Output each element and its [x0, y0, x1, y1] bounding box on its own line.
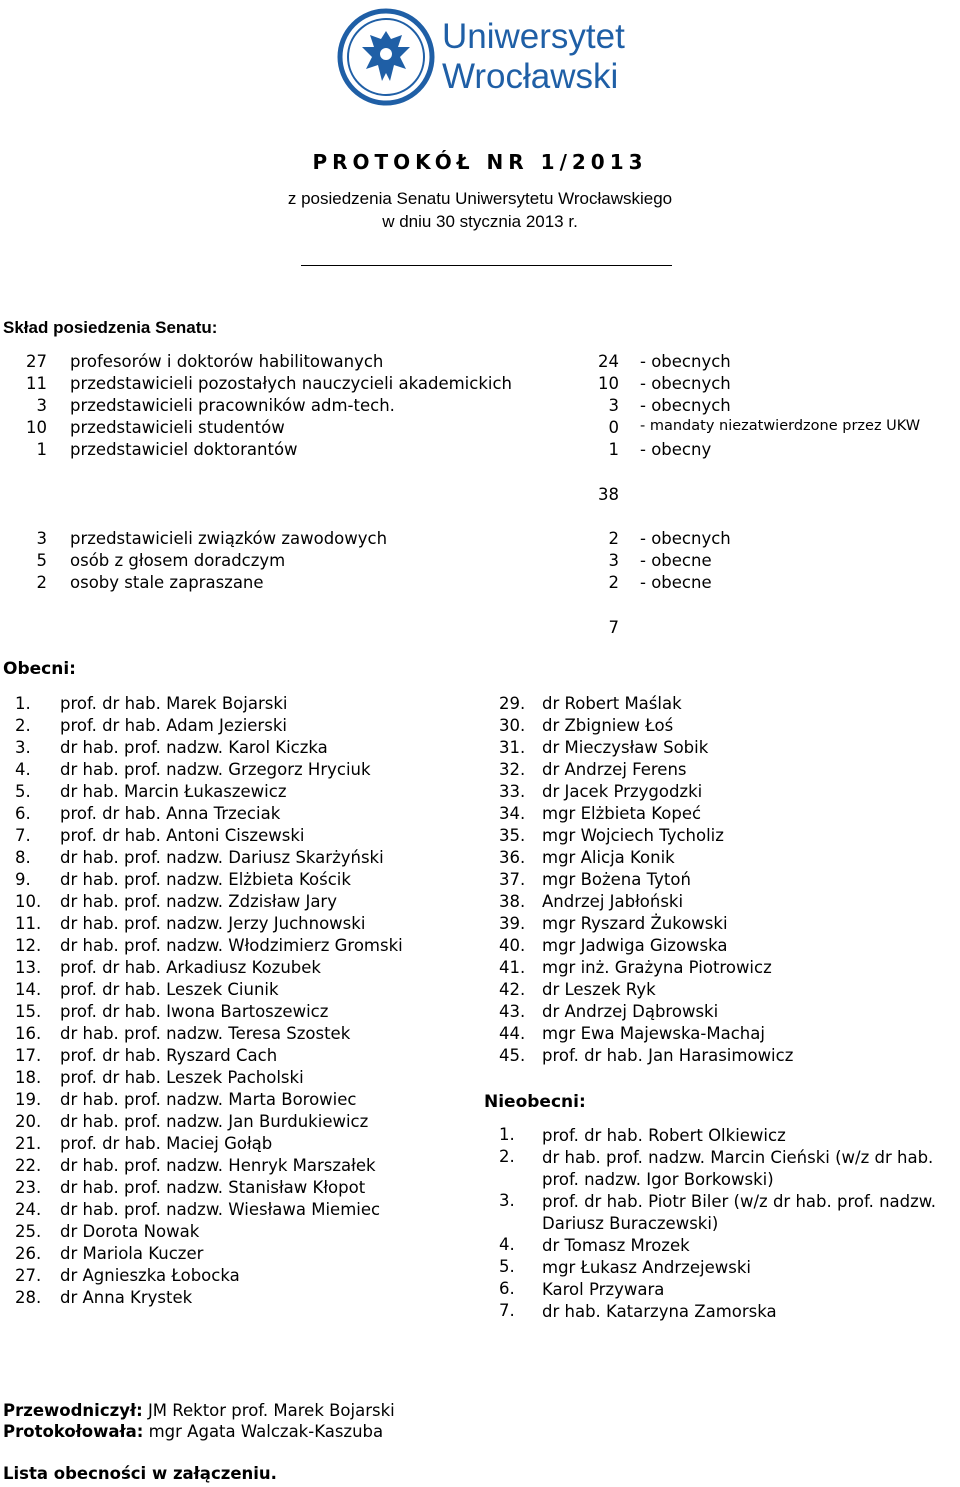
item-number: 6.: [15, 804, 31, 823]
person-name: prof. dr hab. Antoni Ciszewski: [60, 826, 305, 845]
person-name: prof. dr hab. Jan Harasimowicz: [542, 1046, 794, 1065]
person-name: prof. dr hab. Marek Bojarski: [60, 694, 288, 713]
member-count: 3: [36, 529, 47, 548]
person-name: prof. dr hab. Iwona Bartoszewicz: [60, 1002, 329, 1021]
composition-row: [0, 374, 960, 396]
person-name: dr hab. prof. nadzw. Henryk Marszałek: [60, 1156, 376, 1175]
item-number: 27.: [15, 1266, 42, 1285]
item-number: 6.: [499, 1279, 515, 1298]
present-count: 10: [598, 374, 619, 393]
present-desc: - obecny: [640, 440, 712, 459]
item-number: 4.: [15, 760, 31, 779]
item-number: 22.: [15, 1156, 42, 1175]
present-desc: - mandaty niezatwierdzone przez UKW: [640, 418, 921, 434]
item-number: 12.: [15, 936, 42, 955]
chair-line: [3, 1401, 395, 1420]
present-desc: - obecnych: [640, 396, 731, 415]
item-number: 8.: [15, 848, 31, 867]
member-group: przedstawiciel doktorantów: [70, 440, 298, 459]
item-number: 44.: [499, 1024, 526, 1043]
item-number: 31.: [499, 738, 526, 757]
subtotal-senate: 38: [598, 485, 619, 504]
item-number: 7.: [15, 826, 31, 845]
item-number: 34.: [499, 804, 526, 823]
item-number: 11.: [15, 914, 42, 933]
person-name: dr hab. prof. nadzw. Teresa Szostek: [60, 1024, 351, 1043]
person-name: dr hab. prof. nadzw. Zdzisław Jary: [60, 892, 337, 911]
item-number: 4.: [499, 1235, 515, 1254]
composition-row: [0, 440, 960, 462]
list-item: [499, 1235, 942, 1257]
composition-row: [0, 352, 960, 374]
subtitle-line-1: z posiedzenia Senatu Uniwersytetu Wrocławskiego: [287, 189, 673, 208]
minutes-label: Protokołowała:: [3, 1422, 144, 1441]
list-item: [499, 1257, 942, 1279]
person-name: prof. dr hab. Adam Jezierski: [60, 716, 287, 735]
person-name: mgr Wojciech Tycholiz: [542, 826, 724, 845]
person-name: dr Andrzej Ferens: [542, 760, 687, 779]
person-name: dr Leszek Ryk: [542, 980, 656, 999]
composition-heading: Skład posiedzenia Senatu:: [3, 318, 218, 337]
item-number: 24.: [15, 1200, 42, 1219]
item-number: 5.: [15, 782, 31, 801]
item-number: 35.: [499, 826, 526, 845]
list-item: [499, 1125, 942, 1147]
present-desc: - obecnych: [640, 374, 731, 393]
person-name: dr Robert Maślak: [542, 694, 682, 713]
item-number: 29.: [499, 694, 526, 713]
person-name: dr hab. Marcin Łukaszewicz: [60, 782, 287, 801]
present-count: 24: [598, 352, 619, 371]
minutes-line: [3, 1422, 383, 1441]
item-number: 17.: [15, 1046, 42, 1065]
item-number: 26.: [15, 1244, 42, 1263]
item-number: 37.: [499, 870, 526, 889]
title-divider: [301, 265, 672, 266]
item-number: 5.: [499, 1257, 515, 1276]
present-desc: - obecne: [640, 551, 712, 570]
member-count: 2: [36, 573, 47, 592]
item-number: 2.: [499, 1147, 515, 1166]
minutes-value: mgr Agata Walczak-Kaszuba: [148, 1422, 384, 1441]
document-title: PROTOKÓŁ NR 1/2013: [312, 150, 648, 174]
person-name: dr hab. prof. nadzw. Wiesława Miemiec: [60, 1200, 381, 1219]
composition-row: [0, 418, 960, 440]
person-name: prof. dr hab. Leszek Pacholski: [60, 1068, 304, 1087]
list-item: [499, 1191, 942, 1235]
logo-line-1: Uniwersytet: [442, 17, 625, 56]
person-name: mgr Alicja Konik: [542, 848, 675, 867]
present-desc: - obecnych: [640, 529, 731, 548]
item-number: 10.: [15, 892, 42, 911]
person-name: dr hab. prof. nadzw. Jerzy Juchnowski: [60, 914, 366, 933]
person-name: dr hab. prof. nadzw. Dariusz Skarżyński: [60, 848, 384, 867]
person-name: dr Mariola Kuczer: [60, 1244, 204, 1263]
person-name: mgr Elżbieta Kopeć: [542, 804, 702, 823]
person-name: dr Anna Krystek: [60, 1288, 193, 1307]
composition-row: [0, 529, 960, 551]
person-name: prof. dr hab. Maciej Gołąb: [60, 1134, 273, 1153]
composition-row: [0, 396, 960, 418]
absent-list: [499, 1125, 942, 1323]
member-group: osoby stale zapraszane: [70, 573, 264, 592]
item-number: 3.: [15, 738, 31, 757]
person-name: mgr Ryszard Żukowski: [542, 914, 728, 933]
item-number: 30.: [499, 716, 526, 735]
person-name: dr hab. Katarzyna Zamorska: [542, 1302, 777, 1321]
person-name: dr hab. prof. nadzw. Stanisław Kłopot: [60, 1178, 366, 1197]
item-number: 19.: [15, 1090, 42, 1109]
person-name: prof. dr hab. Robert Olkiewicz: [542, 1126, 786, 1145]
present-count: 3: [608, 551, 619, 570]
person-name: dr hab. prof. nadzw. Karol Kiczka: [60, 738, 328, 757]
logo-line-2: Wrocławski: [442, 57, 619, 96]
attachment-note: Lista obecności w załączeniu.: [3, 1464, 277, 1483]
member-group: przedstawicieli związków zawodowych: [70, 529, 388, 548]
item-number: 42.: [499, 980, 526, 999]
item-number: 13.: [15, 958, 42, 977]
subtotal-other: 7: [608, 618, 619, 637]
person-name: mgr inż. Grażyna Piotrowicz: [542, 958, 772, 977]
person-name: dr Zbigniew Łoś: [542, 716, 674, 735]
list-item: [499, 1147, 942, 1191]
person-name: dr Andrzej Dąbrowski: [542, 1002, 719, 1021]
item-number: 2.: [15, 716, 31, 735]
person-name: prof. dr hab. Piotr Biler (w/z dr hab. prof. nadzw. Dariusz Buraczewski): [542, 1192, 937, 1233]
person-name: dr hab. prof. nadzw. Grzegorz Hryciuk: [60, 760, 371, 779]
item-number: 38.: [499, 892, 526, 911]
present-count: 3: [608, 396, 619, 415]
present-count: 1: [608, 440, 619, 459]
person-name: Karol Przywara: [542, 1280, 665, 1299]
person-name: dr Jacek Przygodzki: [542, 782, 703, 801]
item-number: 20.: [15, 1112, 42, 1131]
person-name: dr Mieczysław Sobik: [542, 738, 709, 757]
person-name: prof. dr hab. Anna Trzeciak: [60, 804, 281, 823]
chair-label: Przewodniczył:: [3, 1401, 143, 1420]
person-name: dr Agnieszka Łobocka: [60, 1266, 240, 1285]
subtitle-line-2: w dniu 30 stycznia 2013 r.: [382, 212, 578, 231]
item-number: 43.: [499, 1002, 526, 1021]
item-number: 28.: [15, 1288, 42, 1307]
person-name: mgr Ewa Majewska-Machaj: [542, 1024, 765, 1043]
item-number: 41.: [499, 958, 526, 977]
person-name: dr Dorota Nowak: [60, 1222, 200, 1241]
item-number: 14.: [15, 980, 42, 999]
member-group: osób z głosem doradczym: [70, 551, 286, 570]
member-group: przedstawicieli pracowników adm-tech.: [70, 396, 395, 415]
item-number: 32.: [499, 760, 526, 779]
member-count: 11: [26, 374, 47, 393]
present-count: 2: [608, 573, 619, 592]
present-desc: - obecnych: [640, 352, 731, 371]
member-group: profesorów i doktorów habilitowanych: [70, 352, 384, 371]
person-name: dr hab. prof. nadzw. Jan Burdukiewicz: [60, 1112, 369, 1131]
person-name: dr hab. prof. nadzw. Elżbieta Kościk: [60, 870, 351, 889]
item-number: 21.: [15, 1134, 42, 1153]
member-group: przedstawicieli pozostałych nauczycieli akademickich: [70, 374, 513, 393]
composition-row: [0, 551, 960, 573]
member-count: 5: [36, 551, 47, 570]
item-number: 7.: [499, 1301, 515, 1320]
person-name: prof. dr hab. Ryszard Cach: [60, 1046, 278, 1065]
composition-row: [0, 573, 960, 595]
university-logo: [336, 7, 636, 107]
person-name: mgr Łukasz Andrzejewski: [542, 1258, 751, 1277]
member-count: 3: [36, 396, 47, 415]
person-name: dr Tomasz Mrozek: [542, 1236, 690, 1255]
member-count: 27: [26, 352, 47, 371]
present-count: 2: [608, 529, 619, 548]
member-count: 10: [26, 418, 47, 437]
person-name: Andrzej Jabłoński: [542, 892, 684, 911]
item-number: 40.: [499, 936, 526, 955]
item-number: 39.: [499, 914, 526, 933]
person-name: mgr Bożena Tytoń: [542, 870, 691, 889]
present-heading: Obecni:: [3, 659, 76, 679]
person-name: dr hab. prof. nadzw. Marcin Cieński (w/z dr hab. prof. nadzw. Igor Borkowski): [542, 1148, 934, 1189]
item-number: 23.: [15, 1178, 42, 1197]
item-number: 9.: [15, 870, 31, 889]
item-number: 36.: [499, 848, 526, 867]
member-count: 1: [36, 440, 47, 459]
item-number: 33.: [499, 782, 526, 801]
person-name: dr hab. prof. nadzw. Włodzimierz Gromski: [60, 936, 403, 955]
item-number: 15.: [15, 1002, 42, 1021]
list-item: [499, 1279, 942, 1301]
person-name: prof. dr hab. Leszek Ciunik: [60, 980, 279, 999]
item-number: 1.: [499, 1125, 515, 1144]
present-count: 0: [608, 418, 619, 437]
person-name: dr hab. prof. nadzw. Marta Borowiec: [60, 1090, 357, 1109]
eagle-emblem-icon: [336, 7, 436, 107]
item-number: 16.: [15, 1024, 42, 1043]
person-name: prof. dr hab. Arkadiusz Kozubek: [60, 958, 321, 977]
item-number: 1.: [15, 694, 31, 713]
item-number: 3.: [499, 1191, 515, 1210]
item-number: 25.: [15, 1222, 42, 1241]
present-desc: - obecne: [640, 573, 712, 592]
person-name: mgr Jadwiga Gizowska: [542, 936, 728, 955]
chair-value: JM Rektor prof. Marek Bojarski: [147, 1401, 395, 1420]
member-group: przedstawicieli studentów: [70, 418, 285, 437]
item-number: 18.: [15, 1068, 42, 1087]
item-number: 45.: [499, 1046, 526, 1065]
list-item: [499, 1301, 942, 1323]
absent-heading: Nieobecni:: [484, 1092, 586, 1112]
